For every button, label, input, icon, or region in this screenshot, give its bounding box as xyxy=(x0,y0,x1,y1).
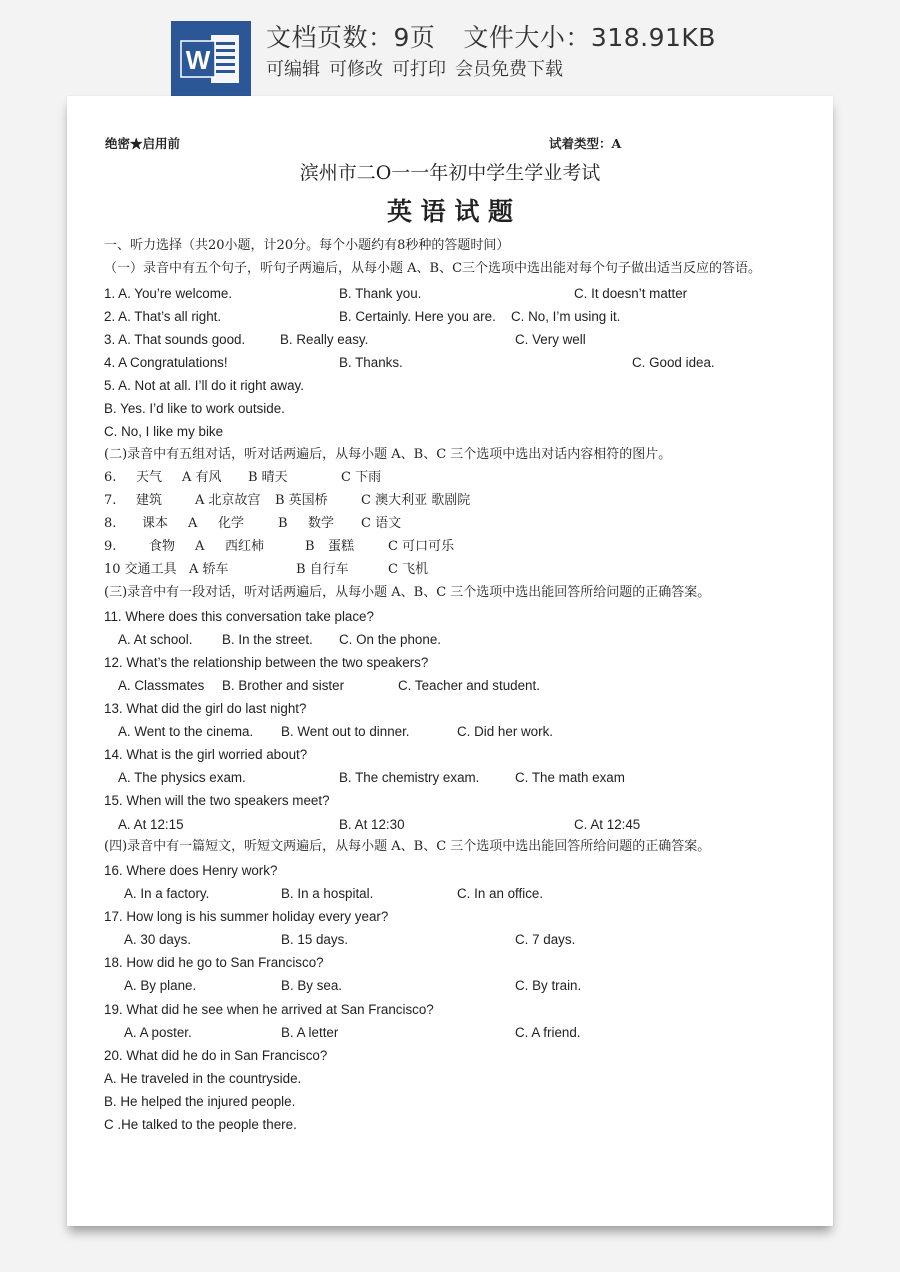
option-b: B. Thanks. xyxy=(339,355,403,370)
question-13: 13. What did the girl do last night? xyxy=(104,701,307,716)
option-b: B. Certainly. Here you are. xyxy=(339,309,496,324)
option-b: B. Thank you. xyxy=(339,286,422,301)
feature-modifiable: 可修改 xyxy=(329,59,383,80)
question-20-option-b: B. He helped the injured people. xyxy=(104,1094,296,1109)
confidential-label: 绝密★启用前 xyxy=(105,136,181,151)
question-15: 15. When will the two speakers meet? xyxy=(104,793,330,808)
option-c: C. No, I’m using it. xyxy=(511,309,621,324)
feature-printable: 可打印 xyxy=(392,59,446,80)
download-banner xyxy=(0,0,900,96)
svg-text:W: W xyxy=(185,45,211,75)
question-5-option-b: B. Yes. I’d like to work outside. xyxy=(104,401,285,416)
part2-instructions: (二)录音中有五组对话，听对话两遍后，从每小题 A、B、C 三个选项中选出对话内容相符的图片。 xyxy=(104,447,672,462)
option-a: 2. A. That’s all right. xyxy=(104,309,222,324)
exam-title: 滨州市二O一一年初中学生学业考试 xyxy=(299,162,601,184)
question-20-option-c: C .He talked to the people there. xyxy=(104,1117,297,1132)
option-c: C. It doesn’t matter xyxy=(574,286,688,301)
question-20: 20. What did he do in San Francisco? xyxy=(104,1048,328,1063)
file-size: 文件大小：318.91KB xyxy=(463,23,716,52)
question-12: 12. What’s the relationship between the two speakers? xyxy=(104,655,429,670)
section-heading: 一、听力选择（共20小题，计20分。每个小题约有8秒种的答题时间） xyxy=(104,238,510,253)
option-c: C. Very well xyxy=(515,332,586,347)
question-14: 14. What is the girl worried about? xyxy=(104,747,308,762)
option-b: B. Really easy. xyxy=(280,332,369,347)
question-5-option-c: C. No, I like my bike xyxy=(104,424,224,439)
option-c: C. Good idea. xyxy=(632,355,715,370)
question-5: 5. A. Not at all. I’ll do it right away. xyxy=(104,378,304,393)
document-info xyxy=(266,18,744,54)
part3-instructions: (三)录音中有一段对话，听对话两遍后，从每小题 A、B、C 三个选项中选出能回答所给问题的正确答案。 xyxy=(104,585,711,600)
document-features xyxy=(266,55,572,81)
document-page: 绝密★启用前 试着类型：A 滨州市二O一一年初中学生学业考试 英 语 试 题 一、听力选择（共20小题，计20分。每个小题约有8秒种的答题时间） （一）录音中有五个句子，听句子两遍后，从每小题 A、B、C三个选项中选出能对每个句子做出适当反应的答语。 1. A. You’re welcome. B. Thank you. C. It doesn’t matter 2. A. That’s all right. B. Certainly. Here you are. C. No, I’m using it. 3. A. That sounds good. B. Really easy. C. Very well 4. A Congratulations! B. Thanks. C. Good idea. 5. A. Not at all. I’ll do it right away. B. Yes. I’d like to work outside. C. No, I like my bike (二)录音中有五组对话，听对话两遍后，从每小题 A、B、C 三个选项中选出对话内容相符的图片。 6. 天气 A 有风 B 晴天 C 下雨 7. 建筑 A 北京故宫 B 英国桥 C 澳大利亚 歌剧院 8. 课本 A 化学 B 数学 C 语文 9. 食物 A 西红柿 B 蛋糕 C 可口可乐 10 交通工具 A 轿车 B 自行车 C 飞机 (三)录音中有一段对话，听对话两遍后，从每小题 A、B、C 三个选项中选出能回答所给问题的正确答案。 11. Where does this conversation take place? A. At school. B. In the street. C. On the phone. 12. What’s the relationship between the two speakers? A. Classmates B. Brother and sister C. Teacher and student. 13. What did the girl do last night? A. Went to the cinema. B. Went out to dinner. C. Did her work. 14. What is the girl worried about? A. The physics exam. B. The chemistry exam. C. The math exam 15. When will the two speakers meet? A. At 12:15 B. At 12:30 C. At 12:45 (四)录音中有一篇短文，听短文两遍后，从每小题 A、B、C 三个选项中选出能回答所给问题的正确答案。 16. Where does Henry work? A. In a factory. B. In a hospital. C. In an office. 17. How long is his summer holiday every year? A. 30 days. B. 15 days. C. 7 days. 18. How did he go to San Francisco? A. By plane. B. By sea. C. By train. 19. What did he see when he arrived at San Francisco? A. A poster. B. A letter C. A friend. 20. What did he do in San Francisco? A. He traveled in the countryside. B. He helped the injured people. C .He talked to the people there. xyxy=(67,96,833,1226)
option-a: 3. A. That sounds good. xyxy=(104,332,246,347)
option-a: 1. A. You’re welcome. xyxy=(104,286,233,301)
question-11: 11. Where does this conversation take place? xyxy=(104,609,374,624)
feature-editable: 可编辑 xyxy=(266,59,320,80)
question-16: 16. Where does Henry work? xyxy=(104,863,278,878)
question-17: 17. How long is his summer holiday every year? xyxy=(104,909,389,924)
question-20-option-a: A. He traveled in the countryside. xyxy=(104,1071,302,1086)
subject-title: 英 语 试 题 xyxy=(386,197,514,226)
page-count: 文档页数：9页 xyxy=(266,23,436,52)
question-19: 19. What did he see when he arrived at San Francisco? xyxy=(104,1002,434,1017)
feature-member-download: 会员免费下载 xyxy=(455,59,563,80)
part4-instructions: (四)录音中有一篇短文，听短文两遍后，从每小题 A、B、C 三个选项中选出能回答所给问题的正确答案。 xyxy=(104,839,711,854)
word-document-icon xyxy=(171,21,251,97)
part1-instructions: （一）录音中有五个句子，听句子两遍后，从每小题 A、B、C三个选项中选出能对每个句子做出适当反应的答语。 xyxy=(104,261,762,276)
question-18: 18. How did he go to San Francisco? xyxy=(104,955,324,970)
option-a: 4. A Congratulations! xyxy=(104,355,228,370)
paper-type-label: 试着类型：A xyxy=(549,136,622,151)
